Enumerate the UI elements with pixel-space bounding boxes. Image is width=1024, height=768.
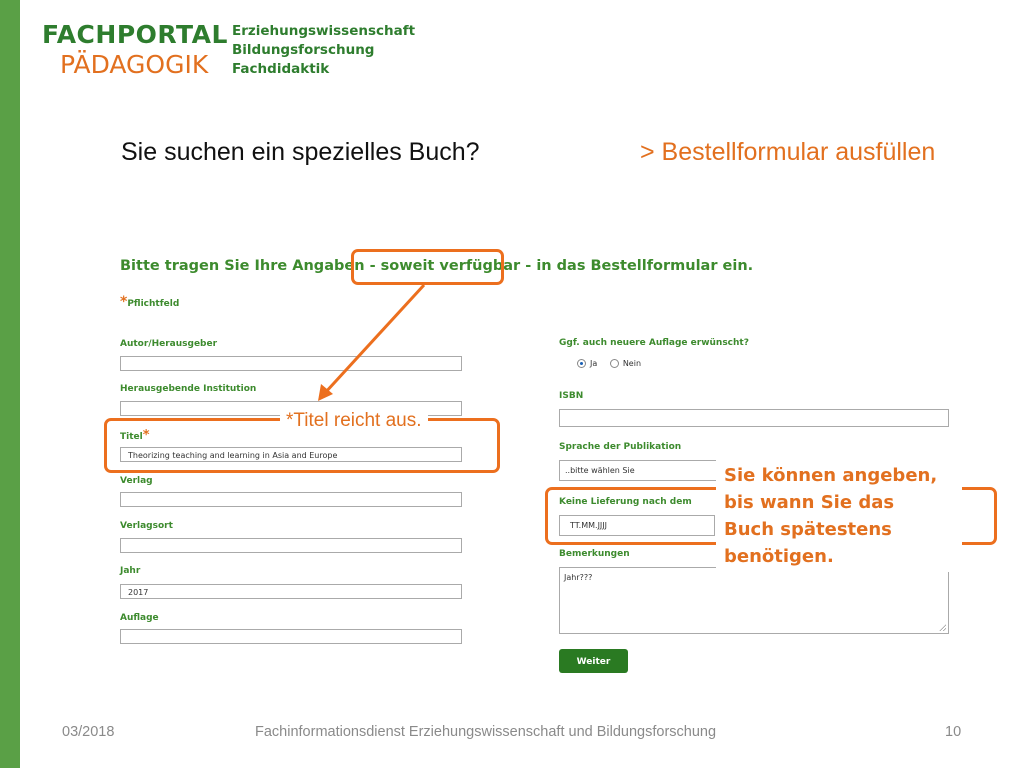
no-delivery-label: Keine Lieferung nach dem: [559, 497, 692, 507]
weiter-button[interactable]: Weiter: [559, 649, 628, 673]
year-input[interactable]: 2017: [120, 584, 462, 599]
language-select[interactable]: ..bitte wählen Sie: [559, 460, 719, 481]
footer-page-number: 10: [945, 724, 962, 740]
slide-headline: Sie suchen ein spezielles Buch?: [121, 138, 480, 166]
title-input[interactable]: Theorizing teaching and learning in Asia and Europe: [120, 447, 462, 462]
year-label: Jahr: [120, 566, 141, 576]
isbn-label: ISBN: [559, 391, 584, 401]
radio-nein-label: Nein: [622, 359, 642, 368]
no-delivery-date-input[interactable]: TT.MM.JJJJ: [559, 515, 715, 536]
logo-subtitle: Fachdidaktik: [232, 61, 330, 77]
publisher-label: Verlag: [120, 476, 153, 486]
logo-subtitle: Bildungsforschung: [232, 42, 375, 58]
date-hint-line: Sie können angeben,: [724, 465, 938, 486]
institution-label: Herausgebende Institution: [120, 384, 257, 394]
arrow-line: [324, 285, 424, 394]
language-label: Sprache der Publikation: [559, 442, 682, 452]
required-note-text: Pflichtfeld: [127, 299, 180, 309]
edition-label: Auflage: [120, 613, 159, 623]
logo-line2: PÄDAGOGIK: [60, 50, 209, 79]
footer-date: 03/2018: [62, 724, 115, 740]
footer-center: Fachinformationsdienst Erziehungswissenschaft und Bildungsforschung: [255, 724, 717, 740]
logo-line1: FACHPORTAL: [42, 20, 228, 49]
remarks-value: Jahr???: [564, 573, 593, 582]
intro-dash: -: [520, 258, 537, 274]
order-form-link[interactable]: > Bestellformular ausfüllen: [640, 138, 936, 166]
intro-dash: -: [364, 258, 381, 274]
remarks-label: Bemerkungen: [559, 549, 630, 559]
author-label: Autor/Herausgeber: [120, 339, 218, 349]
newer-edition-label: Ggf. auch neuere Auflage erwünscht?: [559, 338, 749, 348]
date-hint-line: benötigen.: [724, 546, 834, 567]
date-hint-callout: [716, 460, 962, 572]
intro-text-after: in das Bestellformular ein.: [536, 258, 754, 274]
title-label-text: Titel: [120, 432, 143, 442]
title-required-star: *: [142, 428, 150, 443]
date-hint-line: Buch spätestens: [724, 519, 892, 540]
logo-subtitle: Erziehungswissenschaft: [232, 23, 416, 39]
radio-ja-label: Ja: [590, 359, 598, 368]
place-label: Verlagsort: [120, 521, 173, 531]
title-hint-callout: *Titel reicht aus.: [280, 410, 428, 432]
intro-text-highlight: soweit verfügbar: [380, 258, 521, 274]
intro-text-before: Bitte tragen Sie Ihre Angaben: [120, 258, 365, 274]
date-hint-line: bis wann Sie das: [724, 492, 895, 513]
required-star: *: [120, 294, 128, 310]
